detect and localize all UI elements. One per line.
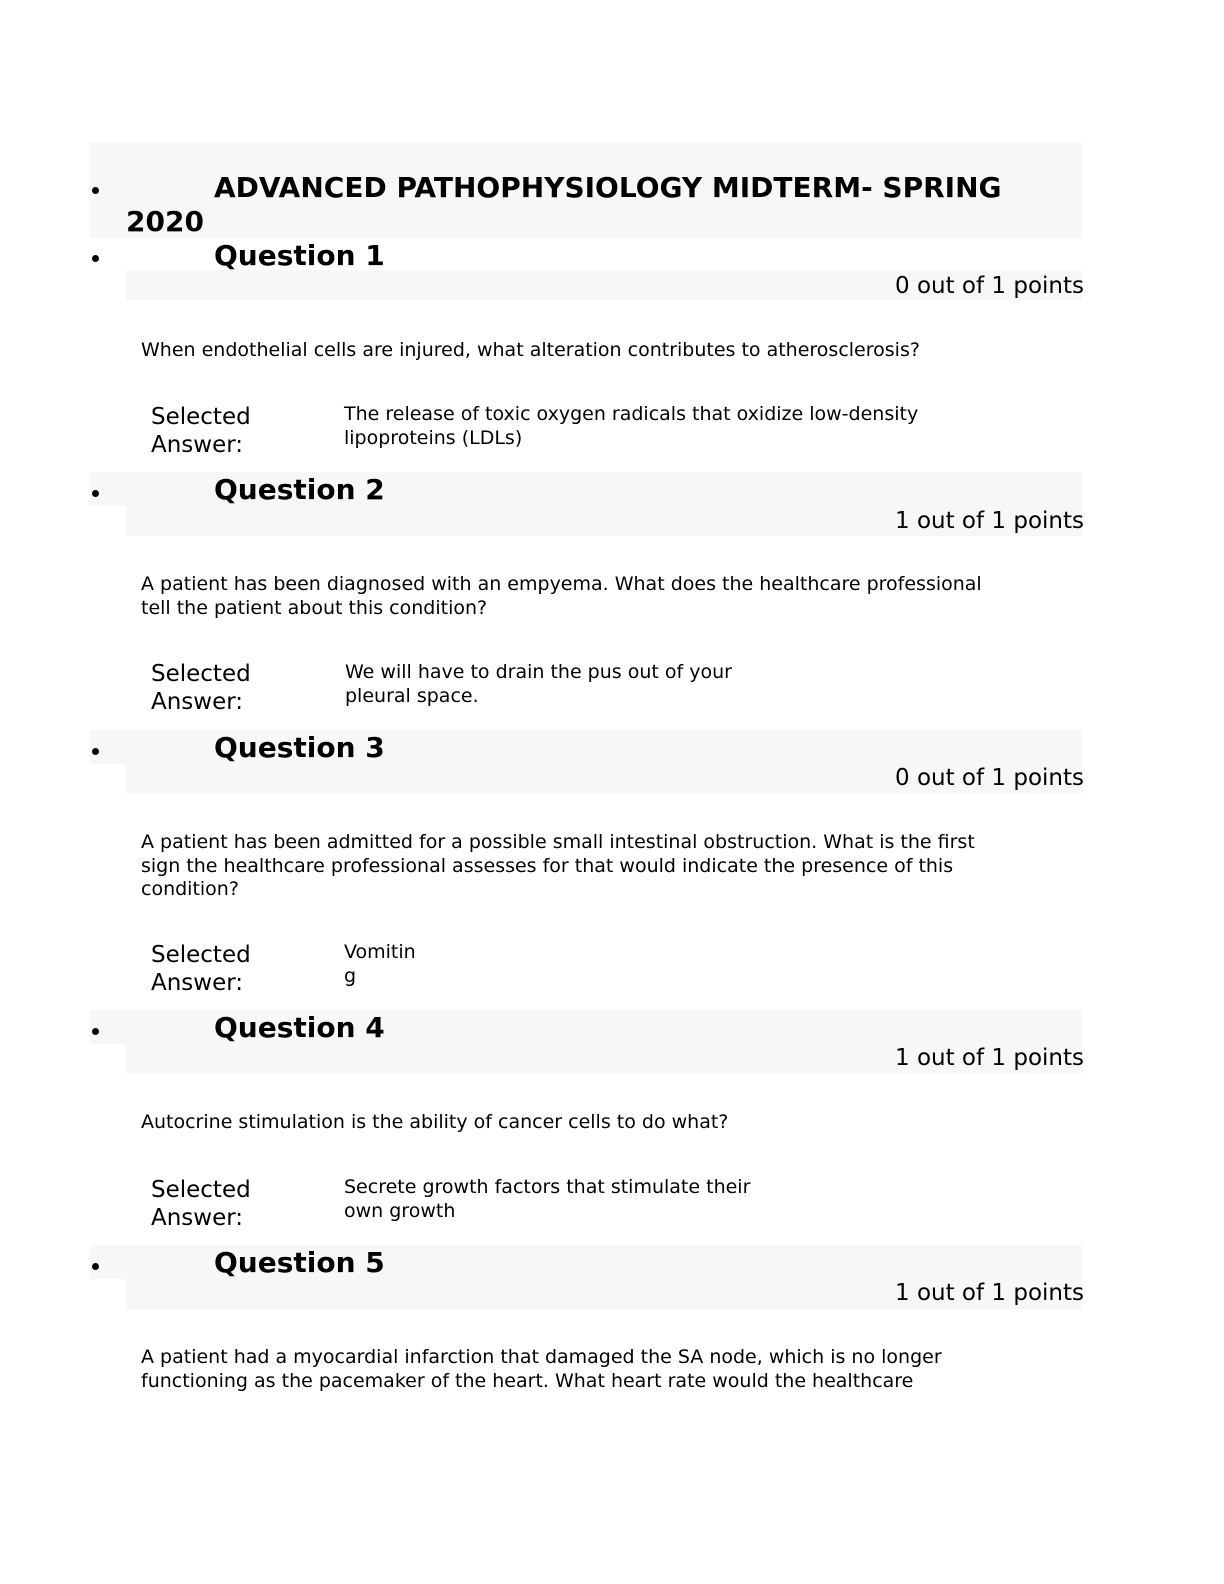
selected-label-line: Selected bbox=[151, 1177, 251, 1203]
selected-answer-label bbox=[151, 660, 311, 716]
selected-answer bbox=[344, 941, 416, 988]
bullet-icon bbox=[92, 1263, 99, 1270]
answer-line: We will have to drain the pus out of your bbox=[345, 661, 732, 683]
question-text-line: A patient has been admitted for a possible small intestinal obstruction. What is the first bbox=[141, 831, 975, 853]
question-title: Question 4 bbox=[214, 1011, 385, 1044]
bullet-icon bbox=[92, 490, 99, 497]
question-title: Question 3 bbox=[214, 731, 385, 764]
answer-line: Secrete growth factors that stimulate their bbox=[344, 1176, 751, 1198]
document-title-year: 2020 bbox=[126, 205, 204, 238]
answer-line: g bbox=[344, 964, 357, 987]
answer-line: own growth bbox=[344, 1199, 456, 1222]
selected-answer bbox=[345, 661, 732, 708]
question-text-line: condition? bbox=[141, 878, 239, 900]
selected-label-line: Answer: bbox=[151, 970, 244, 996]
selected-label-line: Answer: bbox=[151, 1205, 244, 1231]
selected-label-line: Selected bbox=[151, 404, 251, 430]
selected-label-line: Answer: bbox=[151, 432, 244, 458]
question-text bbox=[141, 1346, 1041, 1393]
question-text-line: tell the patient about this condition? bbox=[141, 596, 488, 619]
question-points: 1 out of 1 points bbox=[895, 1045, 1084, 1071]
answer-line: pleural space. bbox=[345, 684, 479, 707]
bullet-icon bbox=[92, 187, 99, 194]
answer-line: lipoproteins (LDLs) bbox=[344, 426, 523, 449]
selected-answer-label bbox=[151, 403, 311, 459]
bullet-icon bbox=[92, 255, 99, 262]
question-text-line: functioning as the pacemaker of the heart. What heart rate would the healthcare bbox=[141, 1369, 914, 1392]
question-points: 1 out of 1 points bbox=[895, 508, 1084, 534]
question-title: Question 2 bbox=[214, 473, 385, 506]
question-text bbox=[141, 573, 1041, 620]
question-points: 0 out of 1 points bbox=[895, 765, 1084, 791]
selected-answer bbox=[344, 1176, 750, 1223]
question-text: When endothelial cells are injured, what alteration contributes to atherosclerosis? bbox=[141, 339, 920, 361]
selected-label-line: Selected bbox=[151, 942, 251, 968]
question-title: Question 5 bbox=[214, 1246, 385, 1279]
selected-label-line: Selected bbox=[151, 661, 251, 687]
answer-line: Vomitin bbox=[344, 941, 416, 963]
question-text-line: A patient has been diagnosed with an empyema. What does the healthcare professional bbox=[141, 573, 982, 595]
question-text-line: sign the healthcare professional assesses for that would indicate the presence of this bbox=[141, 854, 954, 877]
question-text: Autocrine stimulation is the ability of cancer cells to do what? bbox=[141, 1111, 729, 1133]
selected-answer-label bbox=[151, 1176, 311, 1232]
document-title: ADVANCED PATHOPHYSIOLOGY MIDTERM- SPRING bbox=[214, 171, 1002, 204]
question-title: Question 1 bbox=[214, 239, 385, 272]
bullet-icon bbox=[92, 1028, 99, 1035]
answer-line: The release of toxic oxygen radicals that oxidize low-density bbox=[344, 403, 919, 425]
question-text bbox=[141, 831, 1041, 902]
bullet-icon bbox=[92, 748, 99, 755]
selected-label-line: Answer: bbox=[151, 689, 244, 715]
question-points: 1 out of 1 points bbox=[895, 1280, 1084, 1306]
selected-answer bbox=[344, 403, 918, 450]
selected-answer-label bbox=[151, 941, 311, 997]
question-points: 0 out of 1 points bbox=[895, 273, 1084, 299]
question-text-line: A patient had a myocardial infarction that damaged the SA node, which is no longer bbox=[141, 1346, 942, 1368]
